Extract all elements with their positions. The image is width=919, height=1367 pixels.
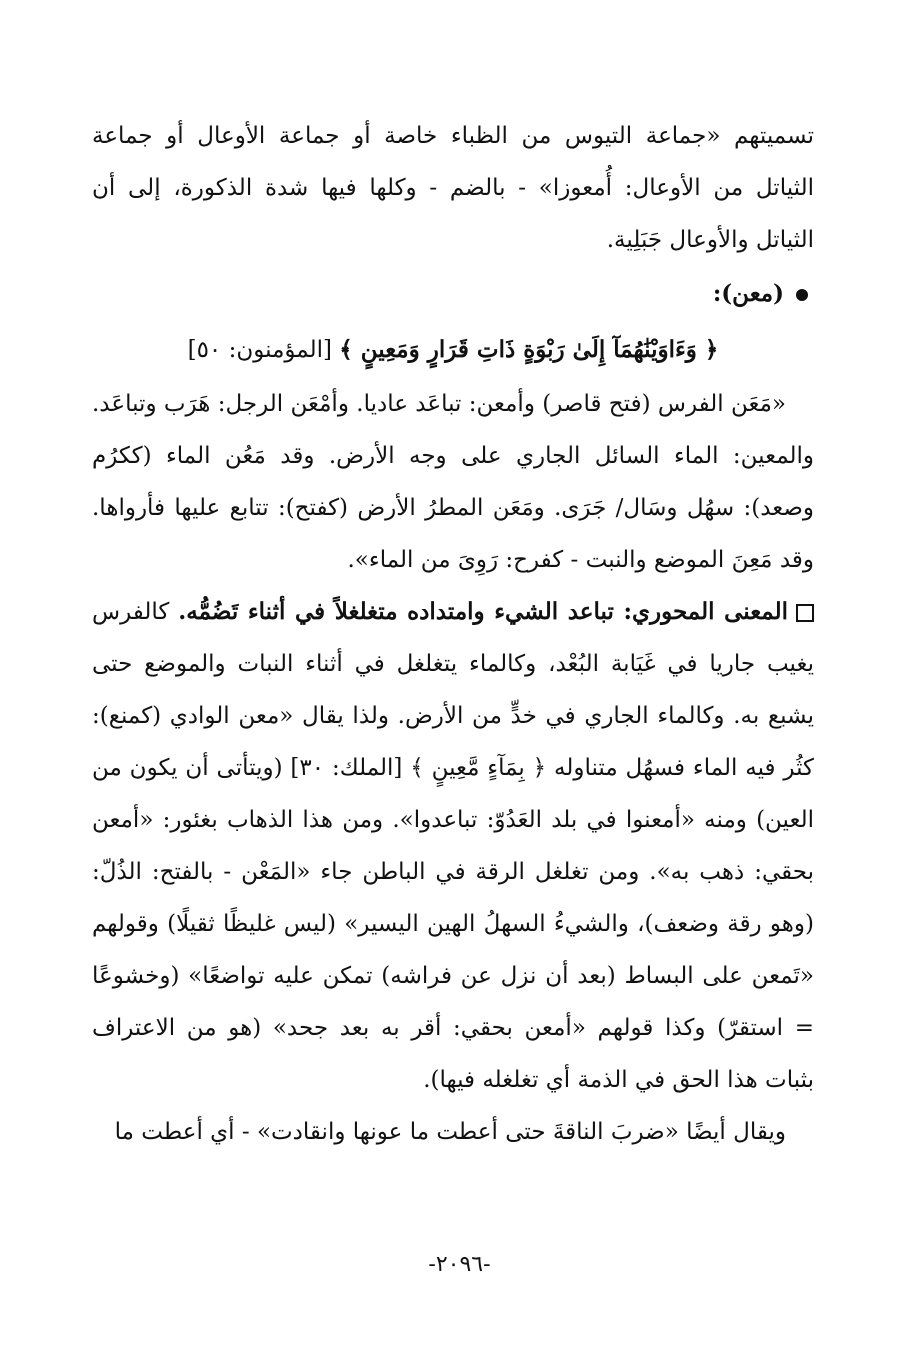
verse-text: ﴿ وَءَاوَيْنَٰهُمَآ إِلَىٰ رَبْوَةٍ ذَاتِ قَرَارٍ وَمَعِينٍ ﴾ bbox=[339, 336, 719, 363]
entry-heading bbox=[92, 266, 814, 322]
paragraph-intro: تسميتهم «جماعة التيوس من الظباء خاصة أو جماعة الأوعال أو جماعة الثياتل من الأوعال: أُمعوزا» - بالضم - وكلها فيها شدة الذكورة، إلى أن الثياتل والأوعال جَبَلِية. bbox=[92, 123, 814, 253]
core-meaning-label: المعنى المحوري: تباعد الشيء وامتداده متغلغلاً في أثناء تَضُمُّه. bbox=[178, 598, 788, 625]
bullet-icon bbox=[796, 289, 808, 301]
paragraph-core-meaning bbox=[92, 586, 814, 1106]
page-number: -٢٠٩٦- bbox=[428, 1252, 491, 1277]
quran-verse bbox=[92, 322, 814, 378]
paragraph-lexical: «مَعَن الفرس (فتح قاصر) وأمعن: تباعَد عاديا. وأمْعَن الرجل: هَرَب وتباعَد. والمعين: الماء السائل الجاري على وجه الأرض. وقد مَعُن الماء (ككرُم وصعد): سهُل وسَال/ جَرَى. ومَعَن المطرُ الأرض (كفتح): تتابع عليها فأرواها. وقد مَعِنَ الموضع والنبت - كفرح: رَوِىَ من الماء». bbox=[92, 391, 814, 573]
core-meaning-body: كالفرس يغيب جاريا في غَيَابة البُعْد، وكالماء يتغلغل في أثناء النبات والموضع حتى يشبع به. وكالماء الجاري في خدٍّ من الأرض. ولذا يقال «معن الوادي (كمنع): كثُر فيه الماء فسهُل متناوله ﴿ بِمَآءٍ مَّعِينٍ ﴾ [الملك: ٣٠] (ويتأتى أن يكون من العين) ومنه «أمعنوا في بلد العَدُوّ: تباعدوا». ومن هذا الذهاب بغئور: «أمعن بحقي: ذهب به». ومن تغلغل الرقة في الباطن جاء «المَعْن - بالفتح: الذُلّ: (وهو رقة وضعف)، والشيءُ السهلُ الهين اليسير» (ليس غليظًا ثقيلًا) وقولهم «تَمعن على البساط (بعد أن نزل عن فراشه) تمكن عليه تواضعًا» (وخشوعًا = استقرّ) وكذا قولهم «أمعن بحقي: أقر به بعد جحد» (هو من الاعتراف بثبات هذا الحق في الذمة أي تغلغله فيها). bbox=[92, 599, 814, 1093]
verse-reference: [المؤمنون: ٥٠] bbox=[187, 337, 332, 363]
square-bullet-icon bbox=[796, 604, 814, 622]
entry-heading-text: (معن): bbox=[712, 280, 784, 307]
document-page bbox=[92, 110, 814, 1158]
paragraph-closing: ويقال أيضًا «ضربَ الناقةَ حتى أعطت ما عونها وانقادت» - أي أعطت ما bbox=[114, 1119, 786, 1145]
